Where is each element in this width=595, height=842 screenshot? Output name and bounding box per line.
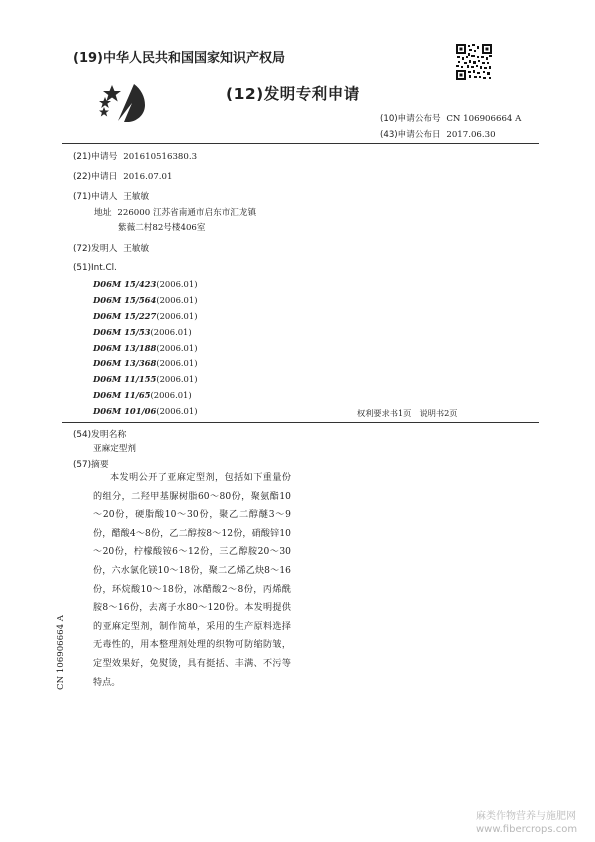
- ipc-code: D06M 101/06: [93, 406, 157, 417]
- site-watermark: [476, 810, 577, 836]
- ipc-code: D06M 13/368: [93, 358, 157, 369]
- ipc-version: (2006.01): [150, 390, 192, 401]
- inventor-name: 王敏敏: [123, 244, 150, 254]
- publication-number: CN 106906664 A: [446, 114, 522, 124]
- address-label: 地址: [94, 208, 112, 218]
- inventor-row: [73, 241, 149, 254]
- watermark-line-2: www.fibercrops.com: [476, 824, 578, 835]
- applicant-label: (71)申请人: [73, 192, 118, 202]
- biblio-divider: [62, 422, 539, 423]
- ipc-version: (2006.01): [156, 342, 198, 353]
- ipc-code: D06M 15/53: [93, 326, 151, 337]
- ipc-entry: [93, 343, 197, 359]
- applicant-name: 王敏敏: [123, 192, 150, 202]
- ipc-entry: [93, 406, 197, 422]
- applicant-row: [73, 189, 149, 202]
- address-row: [94, 205, 256, 218]
- ipc-entry: [93, 358, 197, 374]
- document-type-title: (12)发明专利申请: [226, 85, 360, 103]
- publication-number-row: [380, 112, 521, 124]
- publication-date-label: (43)申请公布日: [380, 130, 441, 140]
- invention-title-label: (54)发明名称: [73, 430, 127, 440]
- sipo-emblem-icon: [96, 83, 150, 123]
- ipc-entry: [93, 390, 197, 406]
- publication-number-label: (10)申请公布号: [380, 114, 441, 124]
- ipc-version: (2006.01): [156, 294, 198, 305]
- filing-date-row: [73, 169, 172, 182]
- application-number: 201610516380.3: [123, 152, 198, 162]
- ipc-entry: [93, 327, 197, 343]
- watermark-line-1: 麻类作物营养与施肥网: [476, 811, 576, 822]
- inventor-label: (72)发明人: [73, 244, 118, 254]
- qr-code: [456, 44, 492, 80]
- address-line-1: 226000 江苏省南通市启东市汇龙镇: [117, 208, 257, 218]
- ipc-version: (2006.01): [156, 406, 198, 417]
- ipc-code: D06M 15/227: [93, 310, 157, 321]
- office-name: (19)中华人民共和国国家知识产权局: [73, 51, 285, 66]
- int-cl-label: (51)Int.Cl.: [73, 263, 117, 273]
- pages-note: 权利要求书1页 说明书2页: [357, 408, 458, 418]
- ipc-entry: [93, 295, 197, 311]
- ipc-version: (2006.01): [150, 326, 192, 337]
- abstract-label: (57)摘要: [73, 460, 109, 470]
- ipc-entry: [93, 279, 197, 295]
- ipc-entry: [93, 311, 197, 327]
- ipc-classification-list: [93, 279, 197, 422]
- ipc-entry: [93, 374, 197, 390]
- ipc-version: (2006.01): [156, 279, 198, 289]
- invention-title: 亚麻定型剂: [93, 444, 136, 454]
- ipc-version: (2006.01): [156, 358, 198, 369]
- header-divider: [62, 143, 539, 144]
- ipc-code: D06M 13/188: [93, 342, 157, 353]
- application-number-row: [73, 149, 197, 162]
- publication-date: 2017.06.30: [446, 130, 496, 140]
- filing-date: 2016.07.01: [123, 172, 173, 182]
- ipc-code: D06M 11/155: [93, 374, 157, 385]
- application-number-label: (21)申请号: [73, 152, 118, 162]
- abstract-text: 本发明公开了亚麻定型剂，包括如下重量份的组分，二羟甲基脲树脂60～80份，聚氨酯10～20份，硬脂酸10～30份，聚乙二醇醚3～9份，醋酸4～8份，乙二醇按8～12份，硝酸锌10～20份，柠檬酸铵6～12份，三乙醇胺20～30份，六水氯化镁10～18份，聚二乙烯乙炔8～16份，环烷酸10～18份，冰醋酸2～8份，丙烯酰胺8～16份，去离子水80～120份。本发明提供的亚麻定型剂，制作简单，采用的生产原料选择无毒性的，用本整理剂处理的织物可防缩防皱，定型效果好，免熨烫，具有挺括、丰满、不污等特点。: [93, 473, 291, 688]
- ipc-code: D06M 15/564: [93, 294, 157, 305]
- ipc-version: (2006.01): [156, 374, 198, 385]
- publication-date-row: [380, 128, 496, 140]
- ipc-code: D06M 15/423: [93, 279, 157, 289]
- side-publication-number: CN 106906664 A: [56, 615, 66, 690]
- filing-date-label: (22)申请日: [73, 172, 118, 182]
- ipc-version: (2006.01): [156, 310, 198, 321]
- address-line-2: 紫薇二村82号楼406室: [118, 223, 206, 233]
- ipc-code: D06M 11/65: [93, 390, 151, 401]
